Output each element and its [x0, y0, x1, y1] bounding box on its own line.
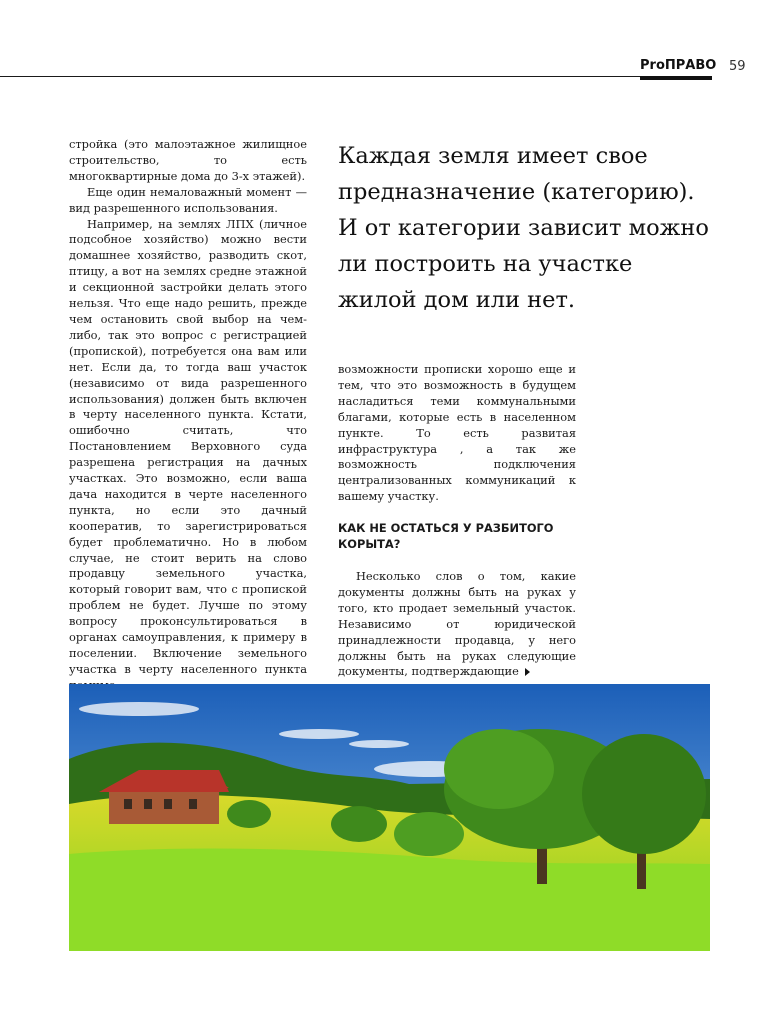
pull-quote: Каждая земля имеет свое предназначение (категорию). И от категории зависит можно ли построить на участке жилой дом или нет. [338, 143, 709, 313]
paragraph: Еще один немаловажный момент — вид разрешенного использования. [69, 184, 307, 215]
magazine-brand: ProПРАВО [640, 58, 717, 73]
landscape-illustration [69, 684, 710, 951]
paragraph: Например, на землях ЛПХ (личное подсобное хозяйство) можно вести домашнее хозяйство, разводить скот, птицу, а вот на землях средне этажной и секционной застройки делать этого нельзя. Что еще надо решить, прежде чем остановить свой выбор на чем-либо, так это вопрос с регистрацией (пропиской), потребуется она вам или нет. Если да, то тогда ваш участок (независимо от вида разрешенного использования) должен быть включен в черту населенного пункта. Кстати, ошибочно считать, что Постановлением Верховного суда разрешена регистрация на дачных участках. Это возможно, если ваша дача находится в черте населенного пункта, но если это дачный кооператив, то зарегистрироваться будет проблематично. Но в любом случае, не стоит верить на слово продавцу земельного участка, который говорит вам, что с пропиской проблем не будет. Лучше по этому вопросу проконсультироваться в органах самоуправления, к примеру в поселении. Включение земельного участка в черту населенного пункта [69, 216, 308, 676]
left-column [69, 137, 307, 694]
header-rule [0, 76, 712, 77]
continuation-arrow-icon [525, 668, 530, 676]
page-number: 59 [729, 59, 746, 74]
paragraph: возможности прописки хорошо еще и тем, что это возможность в будущем насладиться теми коммунальными благами, которые есть в населенном пункте. То есть развитая инфраструктура , а так же возможность подключения централизованных коммуникаций к вашему участку. [338, 362, 576, 504]
landscape-photo [69, 684, 710, 951]
right-column [338, 362, 576, 680]
section-subheading: КАК НЕ ОСТАТЬСЯ У РАЗБИТОГО КОРЫТА? [338, 521, 554, 552]
paragraph-with-continuation [338, 569, 576, 680]
paragraph-text: Несколько слов о том, какие документы должны быть на руках у того, кто продает земельный участок. Независимо от юридической принадлежности продавца, у него должны быть на руках следующие документы, подтверждающие [338, 568, 576, 679]
paragraph: стройка (это малоэтажное жилищное строительство, то есть многоквартирные дома до 3-х этажей). [69, 137, 307, 183]
brand-underline [640, 76, 712, 80]
